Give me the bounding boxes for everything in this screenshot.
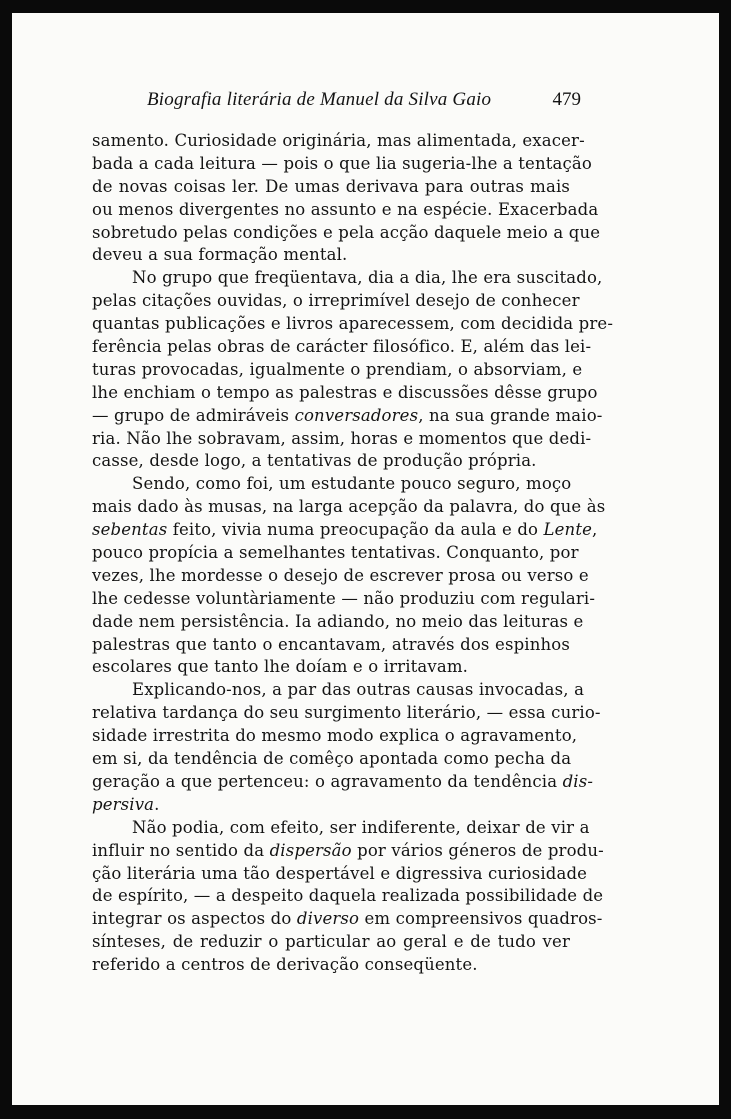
text-line: mais dado às musas, na larga acepção da palavra, do que às [92, 497, 606, 517]
text-segment: em compreensivos quadros- [359, 909, 603, 929]
text-segment: feito, vivia numa preocupação da aula e do [167, 520, 544, 540]
text-segment: , [592, 520, 598, 540]
paragraph [92, 473, 606, 679]
text-line: referido a centros de derivação conseqüente. [92, 955, 478, 975]
text-segment: — grupo de admiráveis [92, 405, 295, 425]
text-line: Explicando-nos, a par das outras causas invocadas, a [132, 680, 585, 700]
text-line: escolares que tanto lhe doíam e o irritavam. [92, 657, 469, 677]
text-line: ferência pelas obras de carácter filosófico. E, além das lei- [92, 337, 592, 357]
text-line: ria. Não lhe sobravam, assim, horas e momentos que dedi- [92, 428, 592, 448]
italic-term: sebentas [92, 520, 168, 540]
text-line: pelas citações ouvidas, o irreprimível desejo de conhecer [92, 291, 580, 311]
text-line: pouco propícia a semelhantes tentativas. Conquanto, por [92, 543, 579, 563]
page-header [147, 77, 581, 117]
text-line: ção literária uma tão despertável e digressiva curiosidade [92, 863, 588, 883]
text-line: lhe cedesse voluntàriamente — não produziu com regulari- [92, 588, 596, 608]
text-line: samento. Curiosidade originária, mas alimentada, exacer- [92, 131, 585, 150]
italic-term: dispersão [269, 840, 352, 860]
text-line: deveu a sua formação mental. [92, 245, 348, 265]
running-title: Biografia literária de Manuel da Silva Gaio [147, 89, 492, 110]
text-line [92, 794, 570, 817]
text-line: casse, desde logo, a tentativas de produção própria. [92, 451, 537, 471]
text-line [92, 519, 598, 542]
text-segment: , na sua grande maio- [418, 405, 603, 425]
paragraph [92, 817, 604, 977]
body-text [92, 130, 614, 977]
paragraph [92, 679, 601, 816]
text-segment: influir no sentido da [92, 840, 270, 860]
text-line [92, 908, 603, 931]
text-line: turas provocadas, igualmente o prendiam, o absorviam, e [92, 359, 583, 379]
text-line: de novas coisas ler. De umas derivava para outras mais [92, 176, 570, 196]
text-line [92, 771, 594, 794]
text-line: relativa tardança do seu surgimento literário, — essa curio- [92, 703, 601, 723]
text-line: ou menos divergentes no assunto e na espécie. Exacerbada [92, 199, 599, 219]
text-line: sínteses, de reduzir o particular ao geral e de tudo ver [92, 932, 570, 952]
text-segment: por vários géneros de produ- [351, 840, 604, 860]
paragraph [92, 267, 614, 473]
text-line: dade nem persistência. Ia adiando, no meio das leituras e [92, 611, 584, 631]
text-segment: integrar os aspectos do [92, 909, 297, 929]
italic-term: dis- [562, 771, 594, 791]
text-line: quantas publicações e livros aparecessem, com decidida pre- [92, 314, 614, 334]
text-line: sidade irrestrita do mesmo modo explica o agravamento, [92, 726, 578, 746]
text-line: palestras que tanto o encantavam, através dos espinhos [92, 634, 570, 654]
text-line: No grupo que freqüentava, dia a dia, lhe era suscitado, [132, 268, 603, 288]
italic-term: diverso [296, 909, 360, 929]
text-line [92, 405, 603, 428]
italic-term: conversadores [294, 405, 419, 425]
text-line [92, 840, 604, 863]
italic-term: persiva [92, 794, 155, 814]
text-line: de espírito, — a despeito daquela realizada possibilidade de [92, 886, 604, 906]
text-line: vezes, lhe mordesse o desejo de escrever prosa ou verso e [92, 565, 589, 585]
text-line: bada a cada leitura — pois o que lia sugeria-lhe a tentação [92, 153, 592, 173]
text-line: Sendo, como foi, um estudante pouco seguro, moço [132, 474, 572, 494]
text-line: lhe enchiam o tempo as palestras e discussões dêsse grupo [92, 382, 598, 402]
text-line: Não podia, com efeito, ser indiferente, deixar de vir a [132, 817, 590, 837]
text-segment: geração a que pertenceu: o agravamento da tendência [92, 771, 563, 791]
page-number: 479 [552, 89, 581, 110]
paragraph [92, 130, 601, 267]
text-segment: . [154, 794, 160, 814]
text-line: em si, da tendência de comêço apontada como pecha da [92, 749, 572, 769]
text-line: sobretudo pelas condições e pela acção daquele meio a que [92, 222, 601, 242]
italic-term: Lente [543, 520, 593, 540]
